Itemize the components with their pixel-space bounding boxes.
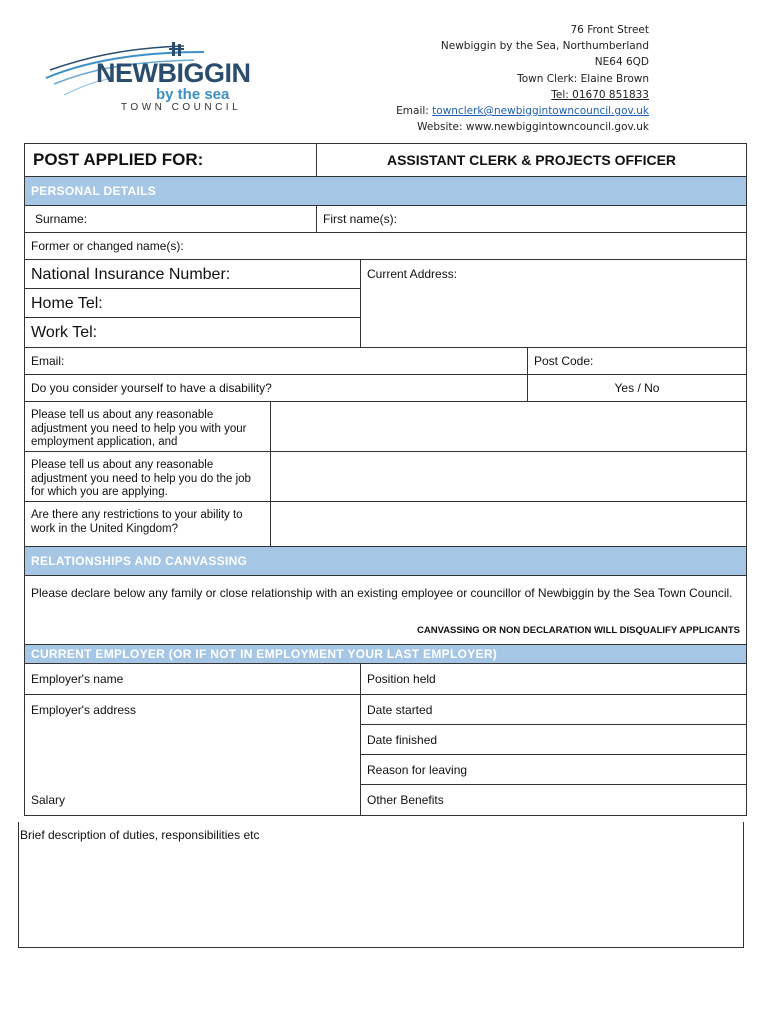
council-logo — [44, 40, 254, 120]
email-link[interactable]: townclerk@newbiggintowncouncil.gov.uk — [432, 105, 649, 118]
adjustment-row-2 — [25, 452, 746, 502]
current-address-field[interactable]: Current Address: — [367, 267, 458, 281]
disability-question: Do you consider yourself to have a disability? — [25, 375, 528, 401]
surname-field[interactable]: Surname: — [25, 206, 317, 232]
contact-block — [25, 260, 746, 348]
brief-description-box[interactable] — [18, 822, 744, 948]
contact-left — [25, 260, 361, 347]
restriction-row — [25, 502, 746, 547]
address-postcode: NE64 6QD — [594, 56, 649, 69]
email-row — [25, 348, 746, 375]
post-code-field[interactable]: Post Code: — [534, 354, 594, 368]
salary-field[interactable]: Salary — [31, 793, 66, 807]
address-street: 76 Front Street — [570, 24, 649, 36]
brief-description-label: Brief description of duties, responsibilities etc — [20, 828, 260, 842]
employer-details-right — [361, 695, 746, 815]
email-label: Email: — [396, 105, 433, 118]
logo-tagline: by the sea — [156, 86, 230, 103]
restriction-question: Are there any restrictions to your ability to work in the United Kingdom? — [25, 502, 271, 546]
work-tel-field[interactable]: Work Tel: — [31, 324, 98, 341]
council-address — [396, 22, 649, 135]
employer-name-row — [25, 664, 746, 695]
employer-name-field[interactable]: Employer's name — [25, 664, 361, 694]
employer-details-block — [25, 695, 746, 815]
first-names-field[interactable]: First name(s): — [323, 212, 398, 226]
other-benefits-field[interactable]: Other Benefits — [367, 793, 444, 807]
application-form — [24, 143, 747, 816]
former-names-field[interactable]: Former or changed name(s): — [31, 239, 184, 253]
position-held-field[interactable]: Position held — [367, 672, 436, 686]
post-label: POST APPLIED FOR: — [25, 144, 317, 176]
address-town: Newbiggin by the Sea, Northumberland — [440, 40, 649, 53]
former-names-row — [25, 233, 746, 260]
relationships-heading: RELATIONSHIPS AND CANVASSING — [25, 547, 746, 576]
disability-row — [25, 375, 746, 402]
employer-heading: CURRENT EMPLOYER (OR IF NOT IN EMPLOYMENT YOUR LAST EMPLOYER) — [25, 645, 746, 664]
adjustment-question-1: Please tell us about any reasonable adjustment you need to help you with your employment application, and — [25, 402, 271, 451]
reason-leaving-field[interactable]: Reason for leaving — [361, 755, 746, 785]
logo-subtitle: TOWN COUNCIL — [121, 102, 242, 113]
employer-address-field[interactable]: Employer's address — [31, 703, 136, 717]
employer-details-left — [25, 695, 361, 815]
relationships-text: Please declare below any family or close relationship with an existing employee or councillor of Newbiggin by the Sea Town Council. — [31, 586, 733, 600]
adjustment-row-1 — [25, 402, 746, 452]
date-started-field[interactable]: Date started — [361, 695, 746, 725]
relationships-section — [25, 576, 746, 645]
canvassing-warning: CANVASSING OR NON DECLARATION WILL DISQUALIFY APPLICANTS — [416, 625, 740, 636]
post-value: ASSISTANT CLERK & PROJECTS OFFICER — [386, 152, 677, 168]
personal-details-heading: PERSONAL DETAILS — [25, 177, 746, 206]
address-website[interactable]: Website: www.newbiggintowncouncil.gov.uk — [417, 121, 649, 134]
restriction-answer[interactable] — [271, 502, 746, 546]
logo-wordmark: NEWBIGGIN — [96, 58, 251, 88]
disability-answer[interactable]: Yes / No — [614, 381, 660, 395]
ni-number-field[interactable]: National Insurance Number: — [25, 260, 360, 289]
home-tel-field[interactable]: Home Tel: — [25, 289, 360, 318]
date-finished-field[interactable]: Date finished — [361, 725, 746, 755]
address-tel[interactable]: Tel: 01670 851833 — [551, 88, 649, 101]
adjustment-question-2: Please tell us about any reasonable adjustment you need to help you do the job for which you are applying. — [25, 452, 271, 501]
address-email-line — [396, 103, 649, 119]
post-row — [25, 144, 746, 177]
email-field[interactable]: Email: — [25, 348, 528, 374]
adjustment-answer-2[interactable] — [271, 452, 746, 501]
address-clerk: Town Clerk: Elaine Brown — [517, 72, 649, 85]
name-row — [25, 206, 746, 233]
adjustment-answer-1[interactable] — [271, 402, 746, 451]
